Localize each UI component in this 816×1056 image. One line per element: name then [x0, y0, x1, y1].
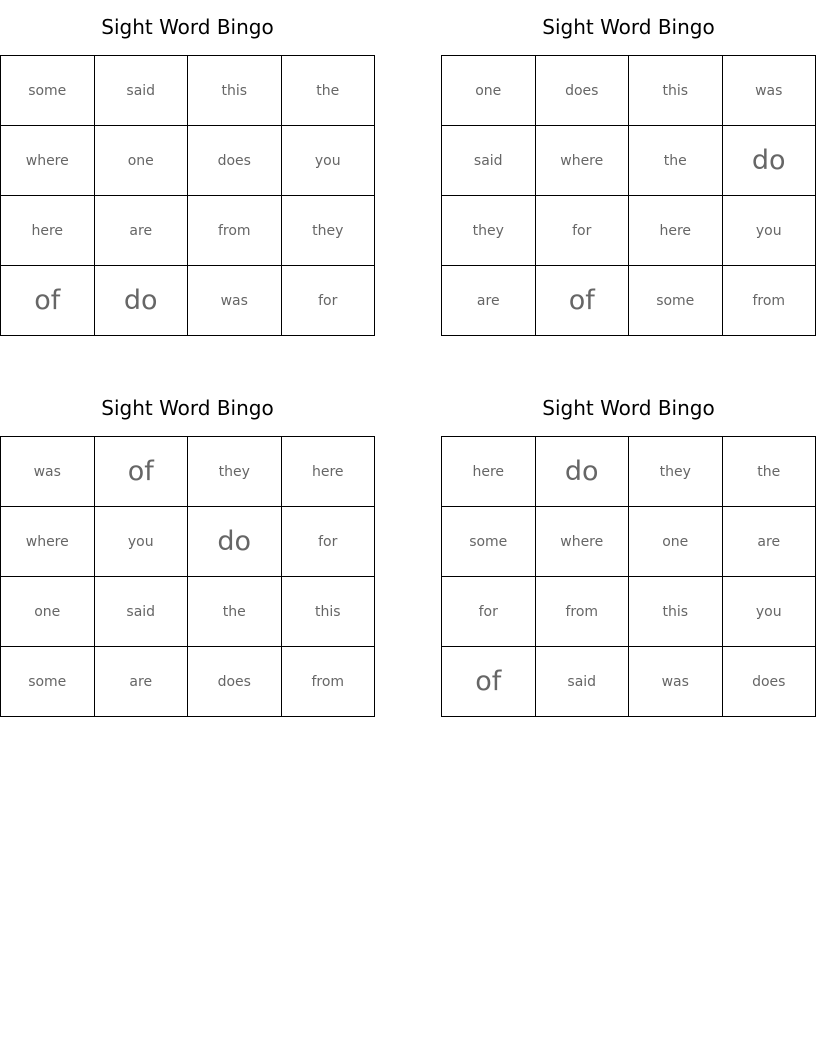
bingo-grid	[441, 55, 816, 336]
word-cell: one	[1, 577, 95, 647]
word-cell: here	[629, 196, 723, 266]
grid-row	[1, 577, 375, 647]
word-cell: the	[722, 437, 816, 507]
word-cell: the	[188, 577, 282, 647]
word-cell: do	[535, 437, 629, 507]
grid-row	[1, 196, 375, 266]
grid-row	[442, 577, 816, 647]
bingo-card-4	[441, 381, 816, 717]
bingo-card-2	[441, 0, 816, 336]
word-cell: for	[281, 266, 375, 336]
grid-row	[442, 437, 816, 507]
word-cell: where	[535, 507, 629, 577]
grid-row	[442, 126, 816, 196]
word-cell: they	[281, 196, 375, 266]
word-cell: for	[281, 507, 375, 577]
word-cell: from	[188, 196, 282, 266]
card-title: Sight Word Bingo	[101, 396, 274, 420]
word-cell: the	[281, 56, 375, 126]
bingo-card-1	[0, 0, 375, 336]
grid-row	[1, 507, 375, 577]
word-cell: this	[188, 56, 282, 126]
word-cell: do	[722, 126, 816, 196]
word-cell: does	[535, 56, 629, 126]
bingo-grid	[0, 55, 375, 336]
bingo-grid	[0, 436, 375, 717]
word-cell: does	[188, 647, 282, 717]
word-cell: was	[722, 56, 816, 126]
word-cell: they	[629, 437, 723, 507]
word-cell: where	[1, 507, 95, 577]
grid-row	[442, 56, 816, 126]
word-cell: of	[94, 437, 188, 507]
word-cell: does	[188, 126, 282, 196]
word-cell: was	[1, 437, 95, 507]
word-cell: does	[722, 647, 816, 717]
grid-row	[442, 647, 816, 717]
word-cell: this	[629, 56, 723, 126]
word-cell: of	[442, 647, 536, 717]
word-cell: the	[629, 126, 723, 196]
word-cell: here	[442, 437, 536, 507]
card-title: Sight Word Bingo	[542, 15, 715, 39]
word-cell: for	[442, 577, 536, 647]
word-cell: for	[535, 196, 629, 266]
word-cell: some	[442, 507, 536, 577]
bingo-grid	[441, 436, 816, 717]
grid-row	[1, 266, 375, 336]
word-cell: of	[1, 266, 95, 336]
word-cell: some	[1, 647, 95, 717]
word-cell: said	[535, 647, 629, 717]
word-cell: they	[188, 437, 282, 507]
word-cell: are	[94, 196, 188, 266]
word-cell: are	[94, 647, 188, 717]
grid-row	[442, 266, 816, 336]
grid-row	[1, 647, 375, 717]
word-cell: one	[94, 126, 188, 196]
grid-row	[1, 437, 375, 507]
word-cell: here	[281, 437, 375, 507]
word-cell: you	[94, 507, 188, 577]
word-cell: you	[281, 126, 375, 196]
word-cell: do	[188, 507, 282, 577]
grid-row	[442, 507, 816, 577]
word-cell: you	[722, 196, 816, 266]
word-cell: you	[722, 577, 816, 647]
word-cell: was	[629, 647, 723, 717]
word-cell: said	[442, 126, 536, 196]
word-cell: some	[1, 56, 95, 126]
card-title: Sight Word Bingo	[542, 396, 715, 420]
word-cell: are	[442, 266, 536, 336]
bingo-card-3	[0, 381, 375, 717]
word-cell: one	[629, 507, 723, 577]
word-cell: here	[1, 196, 95, 266]
word-cell: are	[722, 507, 816, 577]
word-cell: was	[188, 266, 282, 336]
word-cell: where	[1, 126, 95, 196]
word-cell: this	[629, 577, 723, 647]
grid-row	[1, 126, 375, 196]
word-cell: from	[722, 266, 816, 336]
word-cell: said	[94, 577, 188, 647]
grid-row	[1, 56, 375, 126]
word-cell: from	[281, 647, 375, 717]
word-cell: one	[442, 56, 536, 126]
grid-row	[442, 196, 816, 266]
word-cell: where	[535, 126, 629, 196]
word-cell: some	[629, 266, 723, 336]
word-cell: they	[442, 196, 536, 266]
word-cell: this	[281, 577, 375, 647]
word-cell: of	[535, 266, 629, 336]
word-cell: said	[94, 56, 188, 126]
word-cell: from	[535, 577, 629, 647]
card-title: Sight Word Bingo	[101, 15, 274, 39]
word-cell: do	[94, 266, 188, 336]
